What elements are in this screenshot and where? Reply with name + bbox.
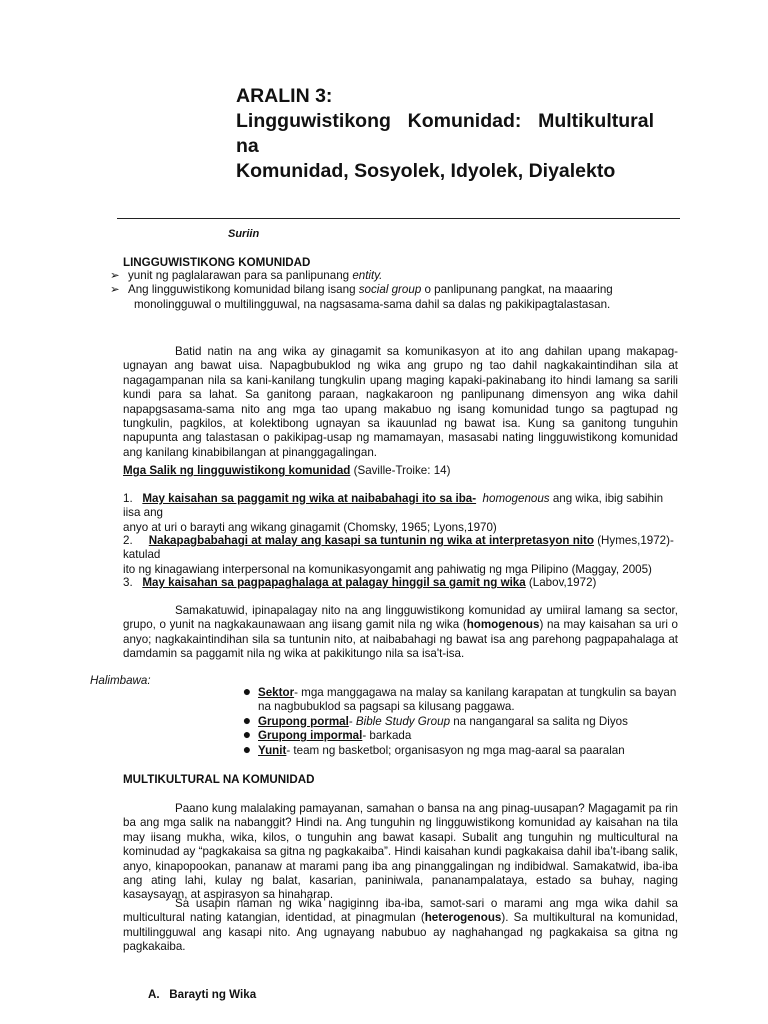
arrow-bullet-icon: ➢	[110, 269, 120, 282]
lesson-number: ARALIN 3:	[236, 85, 333, 107]
list-item: ● Grupong pormal- Bible Study Group na nangangaral sa salita ng Diyos	[236, 715, 686, 729]
salik-item-1: 1. May kaisahan sa paggamit ng wika at naibabahagi ito sa iba- homogenous ang wika, ibig sabihin iisa ang anyo at uri o barayti ang wikang ginagamit (Chomsky, 1965; Lyons,1970)	[123, 492, 664, 534]
paragraph-samakatuwid: Samakatuwid, ipinapalagay nito na ang lingguwistikong komunidad ay umiiral lamang sa sector, grupo, o yunit na nagkakaunawaan ang iisang gamit nila ng wika (homogenous) na may kaisahan sa uri o anyo; nagkakaintindihan sila sa tuntunin nito, at naibabahagi ng bawat isa ang parehong pagpapahalaga at damdamin sa paggamit nila ng wika at pakikitungo nila sa isa't-isa.	[123, 604, 678, 661]
section-label-suriin: Suriin	[228, 228, 260, 240]
salik-item-3: 3. May kaisahan sa pagpapaghalaga at palagay hinggil sa gamit ng wika (Labov,1972)	[123, 576, 597, 589]
list-item: ● Grupong impormal- barkada	[236, 729, 686, 743]
list-item: ● Sektor- mga manggagawa na malay sa kanilang karapatan at tungkulin sa bayan	[236, 686, 686, 700]
halimbawa-list	[236, 683, 686, 758]
horizontal-divider	[117, 218, 680, 219]
paragraph-paano: Paano kung malalaking pamayanan, samahan o bansa na ang pinag-uusapan? Magagamit pa rin ba ang mga salik na nabanggit? Hindi na. Ang tunguhin ng lingguwistikong komunidad ay kaisahan na tila may iisang mukha, wika, kilos, o tunguhin ang bawat kasapi. Subalit ang tunguhin ng multicultural na kominudad ay “pagkakaisa sa gitna ng pagkakaiba”. Hindi kaisahan kundi pagkakaisa dahil iba’t-ibang salik, anyo, kinapopookan, pananaw at marami pang iba ang pinanggalingan ng indibidwal. Samakatwid, iba-iba ang ating lahi, kulay ng balat, kasarian, paniniwala, pananampalataya, estado sa buhay, naging kasaysayan, at aspirasyon sa hinaharap.	[123, 802, 678, 902]
section-heading-lingguwistikong: LINGGUWISTIKONG KOMUNIDAD	[123, 256, 311, 269]
bullet-dot-icon: ●	[242, 740, 252, 757]
list-item: ● Yunit- team ng basketbol; organisasyon ng mga mag-aaral sa paaralan	[236, 744, 686, 758]
bullet-dot-icon: ●	[242, 711, 252, 728]
halimbawa-label: Halimbawa:	[90, 674, 151, 687]
lesson-title-line-2: Komunidad, Sosyolek, Idyolek, Diyalekto	[236, 160, 616, 182]
salik-heading: Mga Salik ng lingguwistikong komunidad (Saville-Troike: 14)	[123, 464, 451, 477]
bullet-dot-icon: ●	[242, 683, 252, 699]
lesson-title	[236, 84, 696, 184]
paragraph-batid: Batid natin na ang wika ay ginagamit sa komunikasyon at ito ang dahilan upang makapag-ugnayan ang bawat uisa. Napagbubuklod ng wika ang grupo ng tao dahil nagkakaintindihan sila at nagagampanan nila sa kani-kanilang tungkulin upang maging kapaki-pakinabang ito hindi lamang sa sarili kundi para sa lahat. Sa ganitong paraan, nagkakaroon ng panlipunang dimensyon ang wika dahil napapgsasama-sama nito ang mga tao upang makabuo ng isang komunidad tungo sa pagtupad ng tungkulin, pagkilos, at kolektibong ugnayan sa ikauunlad ng bawat isa. Kung sa ganitong tunguhin napupunta ang talastasan o pakikipag-usap ng mamamayan, masasabi nating lingguwistikong komunidad ang kanilang kinabibilangan at pinanggagalingan.	[123, 345, 678, 459]
list-item-continuation: monolingguwal o multilingguwal, na nagsasama-sama dahil sa dalas ng pakikipagtalastasan.	[134, 297, 611, 311]
bullet-dot-icon: ●	[242, 726, 252, 743]
arrow-bullet-icon: ➢	[110, 283, 120, 297]
list-item-continuation: na nagbubuklod sa pagsapi sa kilusang paggawa.	[258, 700, 515, 714]
paragraph-sa-usapin: Sa usapin naman ng wika nagiginng iba-iba, samot-sari o marami ang mga wika dahil sa multicultural nating katangian, identidad, at pinagmulan (heterogenous). Sa multikultural na komunidad, multilingguwal ang kasapi nito. Ang ugnayang nabubuo ay naghahangad ng pagkakaisa sa gitna ng pagkakaiba.	[123, 897, 678, 954]
section-heading-multikultural: MULTIKULTURAL NA KOMUNIDAD	[123, 773, 315, 786]
subheading-barayti: A. Barayti ng Wika	[148, 988, 257, 1001]
list-item: ➢ Ang lingguwistikong komunidad bilang isang social group o panlipunang pangkat, na maaaring	[110, 283, 613, 297]
lesson-title-line-1: Lingguwistikong Komunidad: Multikultural na	[236, 110, 654, 157]
list-item: ➢ yunit ng paglalarawan para sa panlipunang entity.	[110, 269, 383, 282]
salik-item-2: 2. Nakapagbabahagi at malay ang kasapi sa tuntunin ng wika at interpretasyon nito (Hymes,1972)- katulad ito ng kinagawiang interpersonal na komunikasyongamit ang pahiwatig ng mga Pilipino (Maggay, 2005)	[123, 534, 674, 576]
bullet-list-definition	[110, 269, 690, 312]
